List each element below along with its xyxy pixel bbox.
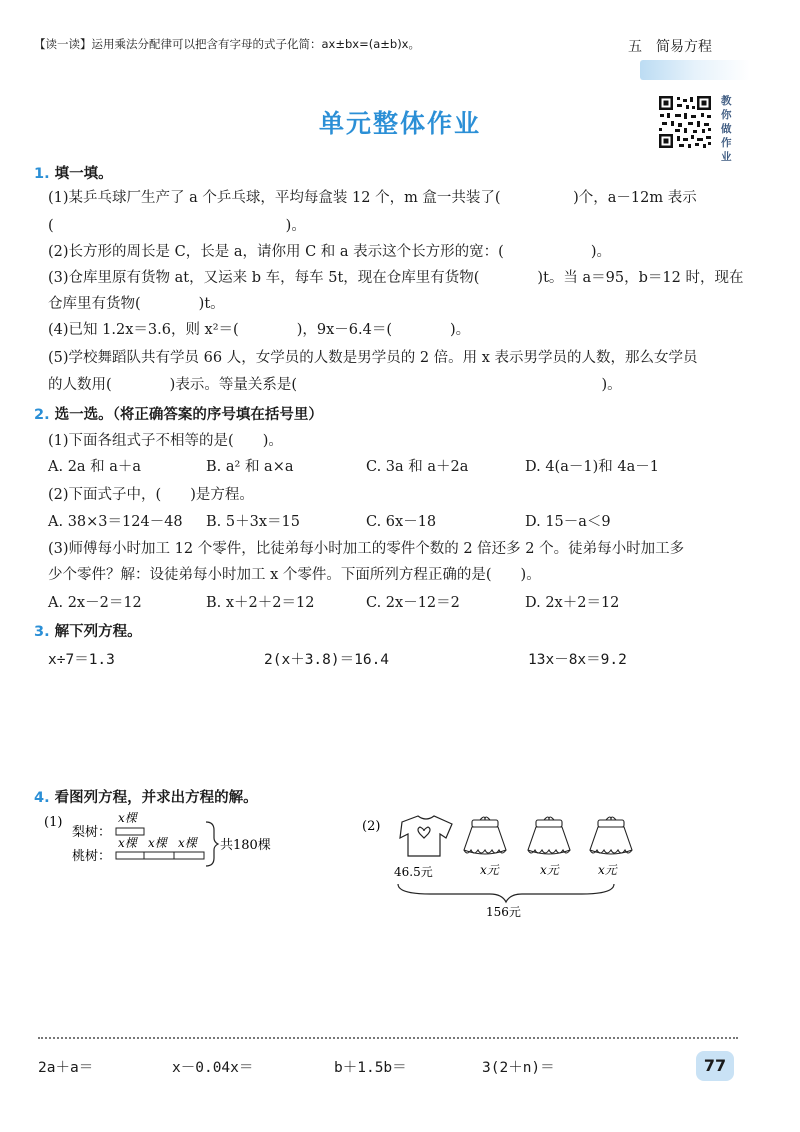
segment-label: x棵 xyxy=(118,836,137,850)
peach-segment xyxy=(174,852,204,859)
segment-label: x棵 xyxy=(118,811,137,825)
clothes-price-diagram xyxy=(360,808,640,920)
total-brace xyxy=(206,822,218,866)
option-c: C. 6x－18 xyxy=(366,514,437,530)
section-2-heading: 2. 选一选。（将正确答案的序号填在括号里） xyxy=(34,407,323,423)
skirt-price: x元 xyxy=(598,863,617,877)
footer-exercise: b＋1.5b＝ xyxy=(334,1060,407,1076)
total-price: 156元 xyxy=(486,905,521,919)
section-1-line: ( )。 xyxy=(48,218,306,234)
section-3-heading: 3. 解下列方程。 xyxy=(34,624,142,640)
total-label: 共180棵 xyxy=(220,838,271,853)
page-title: 单元整体作业 xyxy=(318,109,481,138)
option-d: D. 2x＋2＝12 xyxy=(525,595,620,611)
tree-segment-diagram xyxy=(44,808,294,870)
footer-divider xyxy=(38,1037,738,1039)
option-a: A. 2x－2＝12 xyxy=(48,595,142,611)
chapter-label: 五 简易方程 xyxy=(628,39,712,55)
question-2-2: (2)下面式子中，( )是方程。 xyxy=(48,487,254,503)
shirt-price: 46.5元 xyxy=(394,865,433,879)
skirt-icon xyxy=(528,817,570,854)
option-a: A. 38×3＝124－48 xyxy=(48,514,183,530)
equation: x÷7＝1.3 xyxy=(48,652,115,668)
section-1-line: (5)学校舞蹈队共有学员 66 人，女学员的人数是男学员的 2 倍。用 x 表示男学员的人数，那么女学员 xyxy=(48,350,698,366)
figure-1-label: (1) xyxy=(44,815,63,830)
peach-segment xyxy=(116,852,144,859)
reading-tip: 【读一读】运用乘法分配律可以把含有字母的式子化简：ax±bx=(a±b)x。 xyxy=(34,37,420,51)
option-c: C. 2x－12＝2 xyxy=(366,595,460,611)
option-a: A. 2a 和 a＋a xyxy=(48,459,142,475)
section-1-line: 的人数用( )表示。等量关系是( )。 xyxy=(48,377,622,393)
section-1-line: 仓库里有货物( )t。 xyxy=(48,296,225,312)
segment-label: x棵 xyxy=(148,836,167,850)
footer-exercise: 3(2＋n)＝ xyxy=(482,1060,555,1076)
question-2-3-line: (3)师傅每小时加工 12 个零件，比徒弟每小时加工的零件个数的 2 倍还多 2 个。徒弟每小时加工多 xyxy=(48,541,685,557)
section-4-heading: 4. 看图列方程，并求出方程的解。 xyxy=(34,790,258,806)
question-2-1: (1)下面各组式子不相等的是( )。 xyxy=(48,433,283,449)
question-2-3-line: 少个零件？解：设徒弟每小时加工 x 个零件。下面所列方程正确的是( )。 xyxy=(48,567,541,583)
skirt-icon xyxy=(590,817,632,854)
pear-segment xyxy=(116,828,144,835)
chapter-highlight xyxy=(640,60,750,80)
qr-code-icon[interactable] xyxy=(657,94,713,150)
figure-2-label: (2) xyxy=(362,819,381,834)
peach-segment xyxy=(144,852,174,859)
option-b: B. a² 和 a×a xyxy=(206,459,294,475)
option-b: B. x＋2＋2＝12 xyxy=(206,595,315,611)
pear-tree-label: 梨树： xyxy=(72,825,112,840)
footer-exercise: 2a＋a＝ xyxy=(38,1060,94,1076)
qr-caption: 教 你 做 作 业 xyxy=(721,95,732,163)
footer-exercise: x－0.04x＝ xyxy=(172,1060,254,1076)
total-brace xyxy=(398,884,614,902)
segment-label: x棵 xyxy=(178,836,197,850)
page-number: 77 xyxy=(696,1051,734,1081)
section-1-line: (2)长方形的周长是 C，长是 a，请你用 C 和 a 表示这个长方形的宽：( )。 xyxy=(48,244,611,260)
option-d: D. 4(a－1)和 4a－1 xyxy=(525,459,659,475)
skirt-icon xyxy=(464,817,506,854)
peach-tree-label: 桃树： xyxy=(72,849,112,864)
option-b: B. 5＋3x＝15 xyxy=(206,514,300,530)
section-1-line: (3)仓库里原有货物 at，又运来 b 车，每车 5t，现在仓库里有货物( )t。当 a＝95，b＝12 时，现在 xyxy=(48,270,744,286)
option-c: C. 3a 和 a＋2a xyxy=(366,459,469,475)
shirt-icon xyxy=(400,816,452,856)
equation: 13x－8x＝9.2 xyxy=(528,652,627,668)
skirt-price: x元 xyxy=(480,863,499,877)
section-1-heading: 1. 填一填。 xyxy=(34,166,113,182)
option-d: D. 15－a＜9 xyxy=(525,514,611,530)
skirt-price: x元 xyxy=(540,863,559,877)
section-1-line: (4)已知 1.2x＝3.6，则 x²＝( )，9x－6.4＝( )。 xyxy=(48,322,471,338)
equation: 2(x＋3.8)＝16.4 xyxy=(264,652,390,668)
section-1-line: (1)某乒乓球厂生产了 a 个乒乓球，平均每盒装 12 个，m 盒一共装了( )个，a－12m 表示 xyxy=(48,190,697,206)
